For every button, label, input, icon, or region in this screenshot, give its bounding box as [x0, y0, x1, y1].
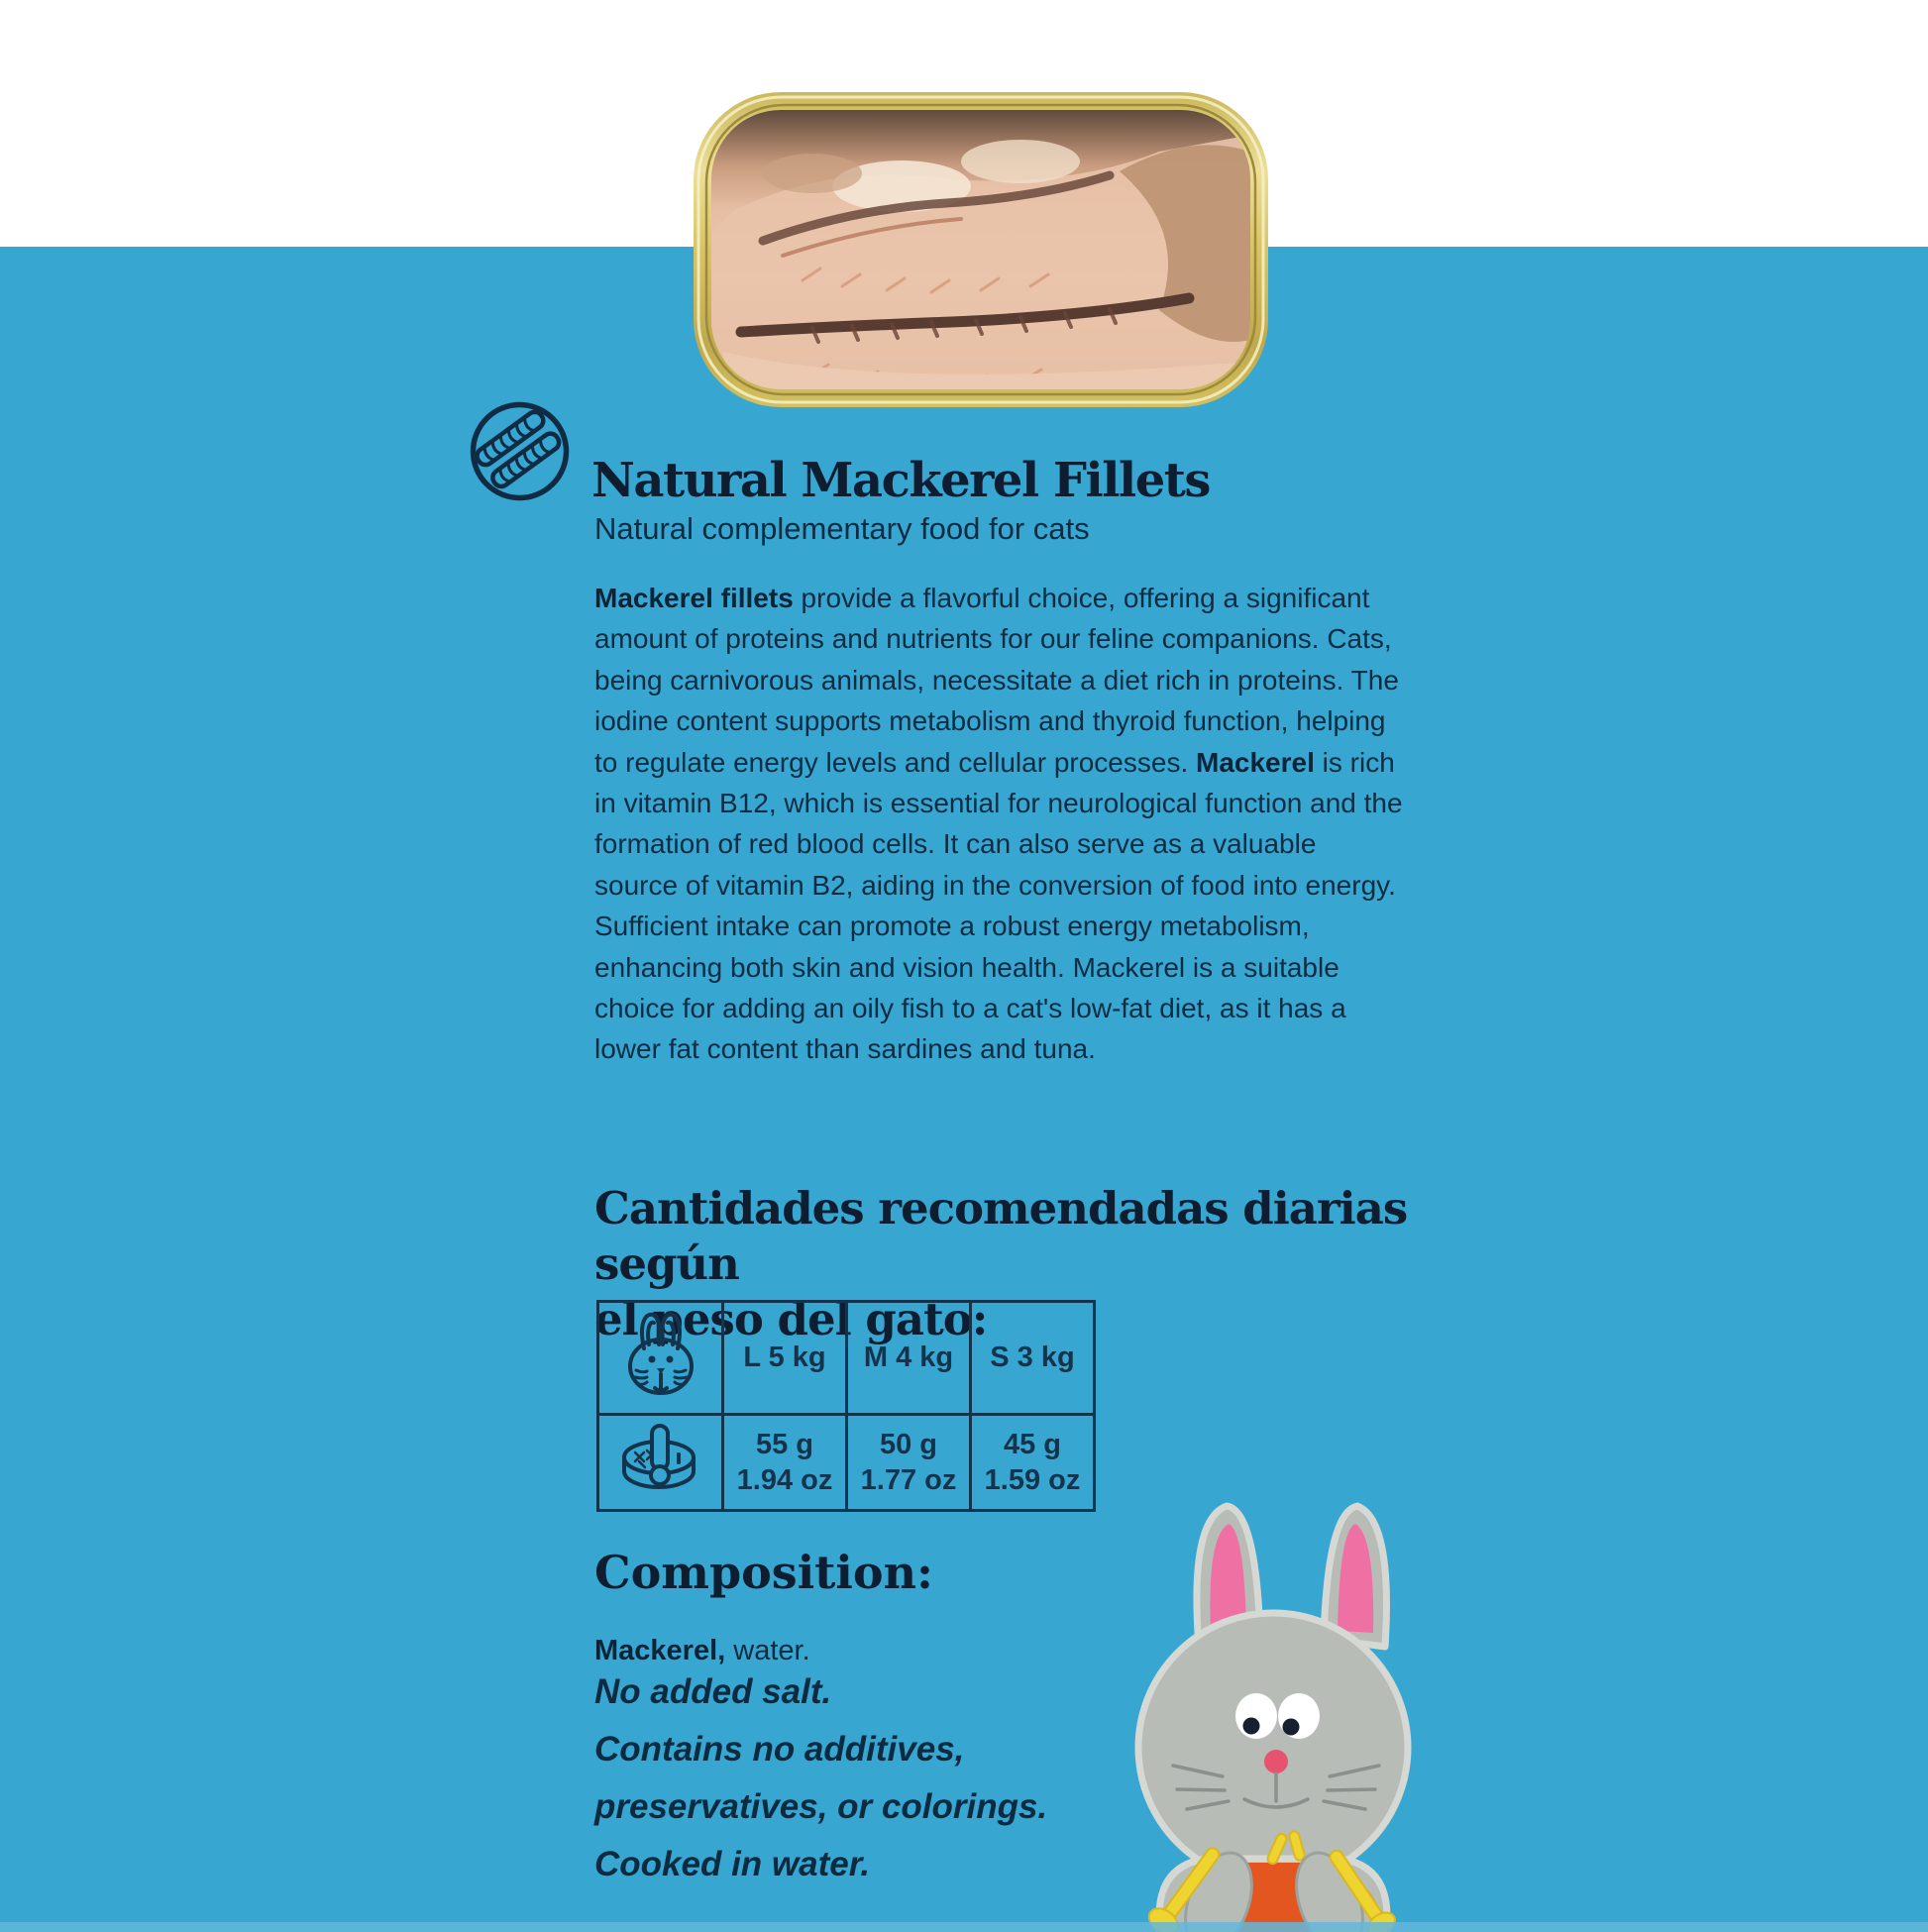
- ingredients-line: Mackerel, water.: [594, 1635, 810, 1666]
- cat-face-icon-cell: [598, 1302, 723, 1415]
- amount-medium: 50 g 1.77 oz: [847, 1415, 971, 1511]
- description-bold-mid: Mackerel: [1196, 746, 1315, 778]
- open-tin-icon-cell: [598, 1415, 723, 1511]
- claim-line: preservatives, or colorings.: [594, 1787, 1048, 1826]
- product-subtitle: Natural complementary food for cats: [594, 511, 1090, 546]
- table-header-row: [598, 1302, 1095, 1415]
- table-data-row: [598, 1415, 1095, 1511]
- table-header-medium: M 4 kg: [847, 1302, 971, 1415]
- feeding-heading: Cantidades recomendadas diarias según el peso del gato:: [594, 1182, 1408, 1345]
- bottom-edge-strip: [0, 1922, 1928, 1932]
- claim-line: Contains no additives,: [594, 1730, 965, 1769]
- open-tin-icon: [613, 1416, 707, 1501]
- description-bold-lead: Mackerel fillets: [594, 583, 794, 613]
- feeding-amounts-table: [596, 1300, 1096, 1512]
- amount-small: 45 g 1.59 oz: [971, 1415, 1095, 1511]
- table-header-small: S 3 kg: [971, 1302, 1095, 1415]
- fish-fillets-icon: [468, 399, 572, 503]
- composition-heading: Composition:: [594, 1546, 934, 1599]
- table-header-large: L 5 kg: [723, 1302, 847, 1415]
- cat-face-icon: [615, 1305, 706, 1404]
- product-title: Natural Mackerel Fillets: [591, 453, 1210, 509]
- claim-line: Cooked in water.: [594, 1845, 871, 1883]
- mackerel-tin-photo: [694, 92, 1268, 407]
- claim-line: No added salt.: [594, 1672, 832, 1711]
- amount-large: 55 g 1.94 oz: [723, 1415, 847, 1511]
- cat-character-illustration: [1108, 1478, 1435, 1932]
- product-description: Mackerel fillets provide a flavorful choice, offering a significant amount of proteins and nutrients for our feline companions. Cats, being carnivorous animals, necessitate a diet rich in proteins. The iodine content supports metabolism and thyroid function, helping to regulate energy levels and cellular processes. Mackerel is rich in vitamin B12, which is essential for neurological function and the formation of red blood cells. It can also serve as a valuable source of vitamin B2, aiding in the conversion of food into energy. Sufficient intake can promote a robust energy metabolism, enhancing both skin and vision health. Mackerel is a suitable choice for adding an oily fish to a cat's low-fat diet, as it has a lower fat content than sardines and tuna.: [594, 583, 1403, 1065]
